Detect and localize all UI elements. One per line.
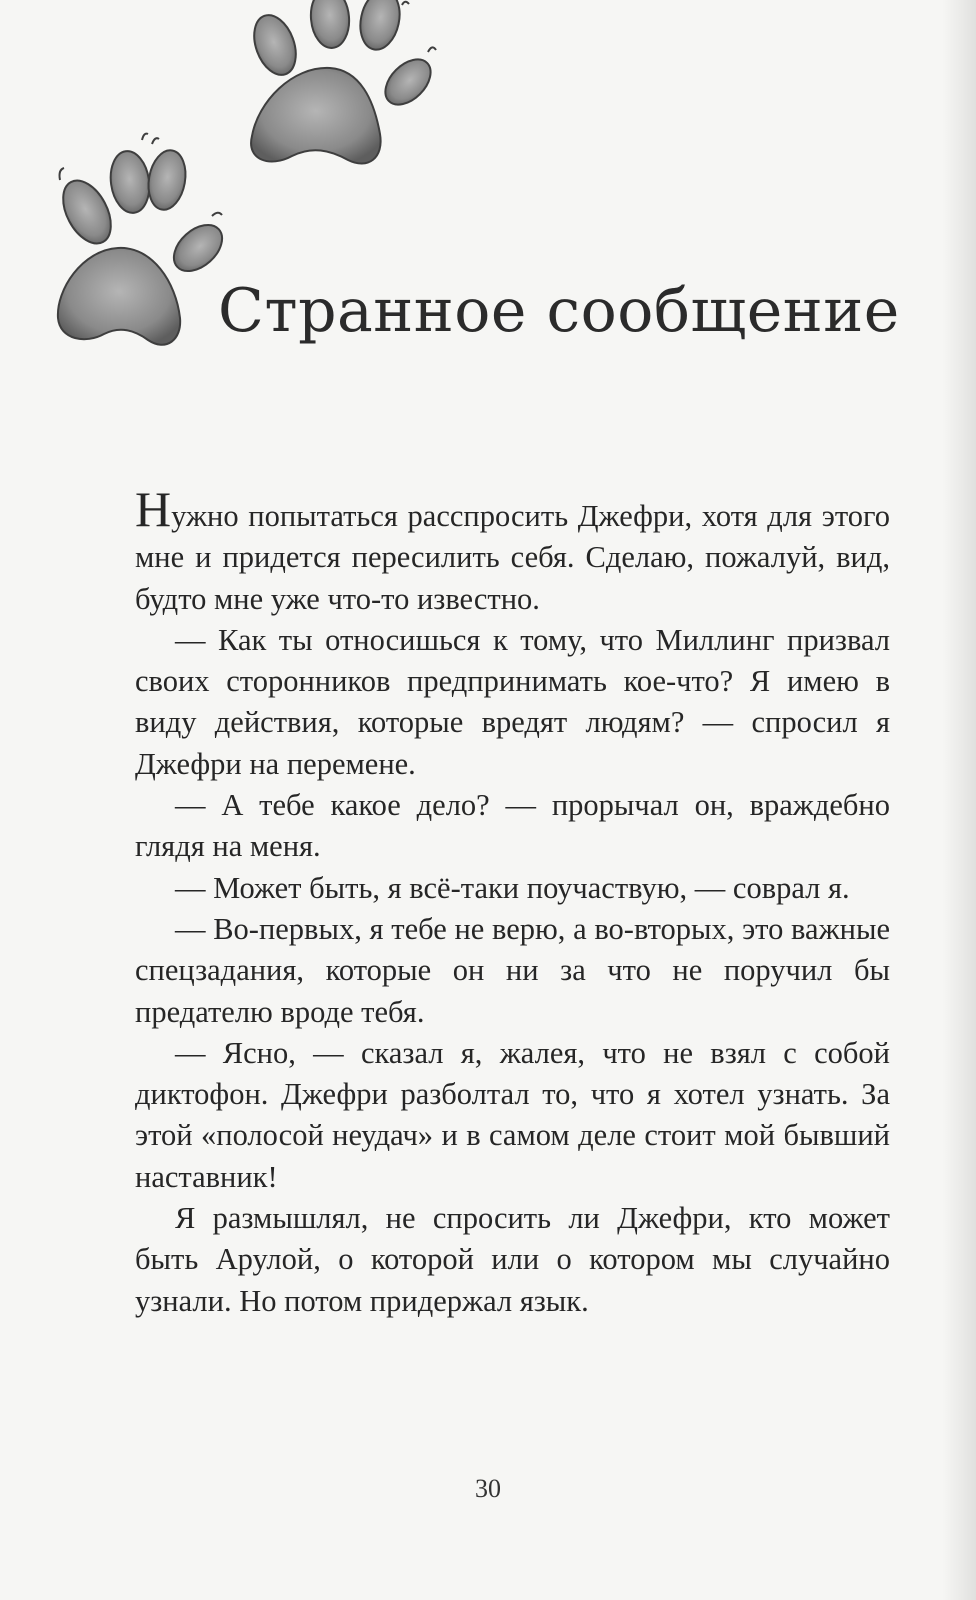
drop-cap: Н: [135, 481, 172, 537]
page-number: 30: [475, 1474, 501, 1503]
paragraph: — Может быть, я всё-таки поучаствую, — соврал я.: [175, 870, 850, 905]
paragraph: Я размышлял, не спросить ли Джефри, кто может быть Арулой, о которой или о котором мы случайно узнали. Но потом придержал язык.: [135, 1201, 890, 1318]
page-edge-shadow: [942, 0, 976, 1600]
paragraph-text: ужно попытаться расспросить Джефри, хотя для этого мне и придется пересилить себя. Сделаю, пожалуй, вид, будто мне уже что-то известно.: [135, 499, 890, 616]
paragraph: — Во-первых, я тебе не верю, а во-вторых, это важные спецзадания, которые он ни за что не поручил бы предателю вроде тебя.: [135, 911, 890, 1029]
chapter-title: Странное сообщение: [218, 276, 900, 346]
paw-print-icon: [53, 134, 230, 345]
paragraph: — Ясно, — сказал я, жалея, что не взял с собой диктофон. Джефри разболтал то, что я хотел узнать. За этой «полосой неудач» и в самом деле стоит мой бывший наставник!: [135, 1035, 890, 1194]
paragraph: [135, 481, 890, 620]
paragraph: — Как ты относишься к тому, что Миллинг призвал своих сторонников предпринимать кое-что? Я имею в виду действия, которые вредят людям? — спросил я Джефри на перемене.: [135, 622, 890, 781]
paragraph: — А тебе какое дело? — прорычал он, враждебно глядя на меня.: [135, 788, 890, 864]
paw-print-icon: [247, 0, 440, 164]
chapter-body: [135, 481, 890, 1322]
